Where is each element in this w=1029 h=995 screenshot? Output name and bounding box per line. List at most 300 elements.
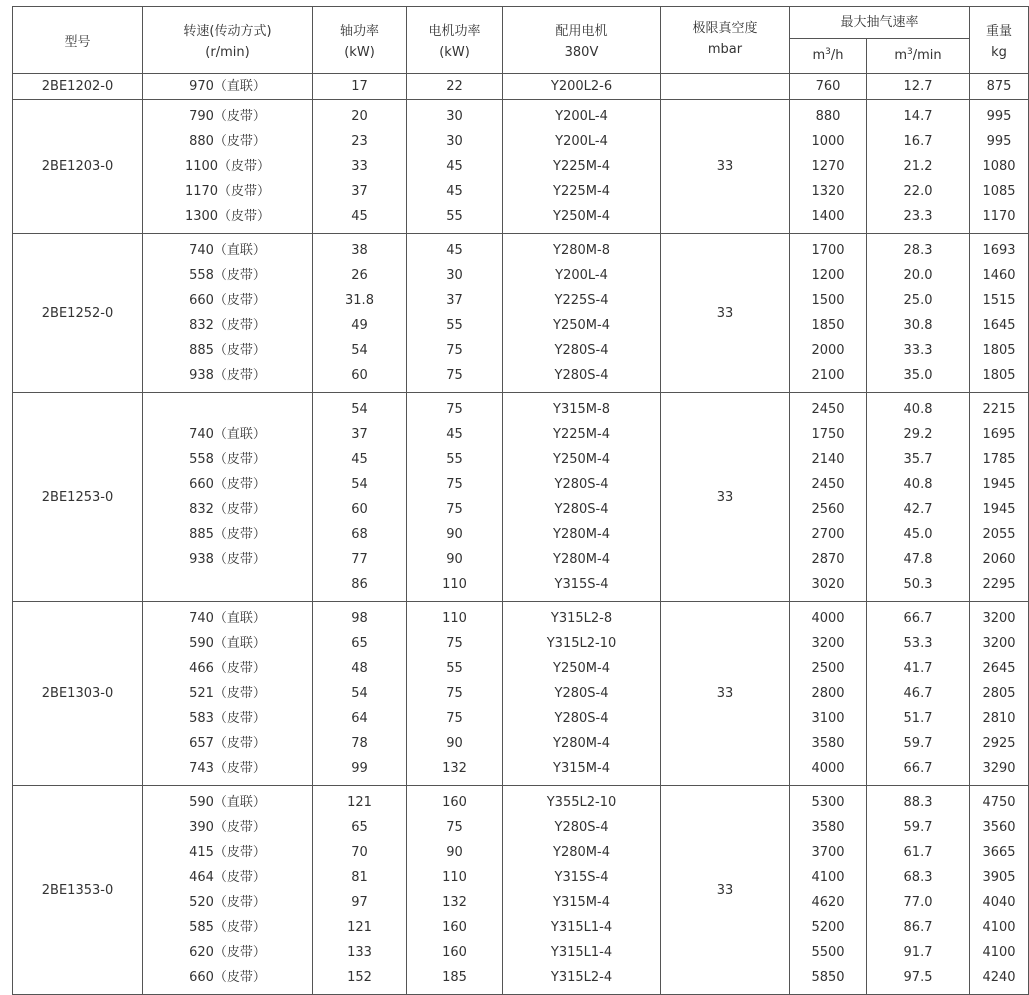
speed-cell: 590（直联） (143, 631, 313, 656)
weight-cell: 1693 (970, 234, 1029, 264)
rate-m3min-cell: 53.3 (867, 631, 970, 656)
vacuum-cell: 33 (661, 234, 790, 393)
rate-m3min-cell: 42.7 (867, 497, 970, 522)
shaft-power-cell: 45 (313, 447, 407, 472)
weight-cell: 4100 (970, 940, 1029, 965)
table-row (13, 547, 1029, 572)
shaft-power-cell: 54 (313, 338, 407, 363)
rate-m3min-cell: 88.3 (867, 786, 970, 816)
table-row (13, 363, 1029, 393)
motor-model-cell: Y315S-4 (503, 572, 661, 602)
motor-power-cell: 75 (407, 497, 503, 522)
rate-m3h-cell: 2800 (790, 681, 867, 706)
rate-m3h-cell: 4000 (790, 602, 867, 632)
rate-m3h-cell: 2000 (790, 338, 867, 363)
weight-cell: 2060 (970, 547, 1029, 572)
header-vacuum-unit: mbar (707, 42, 743, 57)
motor-power-cell: 110 (407, 865, 503, 890)
rate-m3h-cell: 1750 (790, 422, 867, 447)
motor-power-cell: 90 (407, 840, 503, 865)
motor-model-cell: Y250M-4 (503, 447, 661, 472)
motor-model-cell: Y250M-4 (503, 656, 661, 681)
header-vacuum (661, 7, 790, 74)
table-row (13, 204, 1029, 234)
shaft-power-cell: 37 (313, 179, 407, 204)
shaft-power-cell: 97 (313, 890, 407, 915)
table-row (13, 313, 1029, 338)
weight-cell: 1645 (970, 313, 1029, 338)
weight-cell: 2925 (970, 731, 1029, 756)
rate-m3min-cell: 22.0 (867, 179, 970, 204)
motor-model-cell: Y225S-4 (503, 288, 661, 313)
rate-m3h-cell: 1700 (790, 234, 867, 264)
speed-cell: 660（皮带） (143, 965, 313, 995)
rate-m3h-cell: 5500 (790, 940, 867, 965)
weight-cell: 2810 (970, 706, 1029, 731)
rate-m3h-cell: 2450 (790, 393, 867, 423)
motor-model-cell: Y315M-4 (503, 890, 661, 915)
table-row (13, 338, 1029, 363)
table-row (13, 100, 1029, 130)
shaft-power-cell: 152 (313, 965, 407, 995)
table-row (13, 129, 1029, 154)
rate-m3min-cell: 46.7 (867, 681, 970, 706)
vacuum-cell: 33 (661, 602, 790, 786)
motor-model-cell: Y315L2-4 (503, 965, 661, 995)
motor-model-cell: Y315M-4 (503, 756, 661, 786)
motor-model-cell: Y200L2-6 (503, 74, 661, 100)
table-row (13, 706, 1029, 731)
speed-cell: 660（皮带） (143, 472, 313, 497)
rate-m3min-cell: 16.7 (867, 129, 970, 154)
shaft-power-cell: 45 (313, 204, 407, 234)
motor-power-cell: 160 (407, 940, 503, 965)
rate-m3min-cell: 40.8 (867, 393, 970, 423)
motor-power-cell: 132 (407, 756, 503, 786)
rate-m3h-cell: 1500 (790, 288, 867, 313)
weight-cell: 4240 (970, 965, 1029, 995)
weight-cell: 1785 (970, 447, 1029, 472)
weight-cell: 2215 (970, 393, 1029, 423)
motor-power-cell: 75 (407, 363, 503, 393)
motor-model-cell: Y280S-4 (503, 706, 661, 731)
table-row (13, 681, 1029, 706)
weight-cell: 995 (970, 100, 1029, 130)
motor-model-cell: Y280M-8 (503, 234, 661, 264)
table-row (13, 631, 1029, 656)
rate-m3min-cell: 66.7 (867, 756, 970, 786)
motor-power-cell: 75 (407, 338, 503, 363)
speed-cell: 466（皮带） (143, 656, 313, 681)
motor-model-cell: Y315L1-4 (503, 915, 661, 940)
rate-m3min-cell: 66.7 (867, 602, 970, 632)
superscript-3: 3 (825, 46, 831, 57)
motor-model-cell: Y315S-4 (503, 865, 661, 890)
header-speed-unit: (r/min) (205, 45, 250, 60)
speed-cell: 558（皮带） (143, 263, 313, 288)
motor-model-cell: Y225M-4 (503, 179, 661, 204)
header-motor (503, 7, 661, 74)
weight-cell: 1170 (970, 204, 1029, 234)
table-row (13, 940, 1029, 965)
speed-cell: 885（皮带） (143, 522, 313, 547)
motor-power-cell: 90 (407, 522, 503, 547)
shaft-power-cell: 54 (313, 393, 407, 423)
shaft-power-cell: 49 (313, 313, 407, 338)
weight-cell: 1695 (970, 422, 1029, 447)
weight-cell: 875 (970, 74, 1029, 100)
speed-cell: 657（皮带） (143, 731, 313, 756)
shaft-power-cell: 121 (313, 786, 407, 816)
motor-power-cell: 30 (407, 100, 503, 130)
header-motor-power (407, 7, 503, 74)
rate-m3min-cell: 51.7 (867, 706, 970, 731)
rate-m3min-cell: 59.7 (867, 731, 970, 756)
speed-cell (143, 572, 313, 602)
speed-cell: 415（皮带） (143, 840, 313, 865)
header-motor-voltage: 380V (564, 45, 599, 60)
speed-cell: 740（直联） (143, 234, 313, 264)
rate-m3min-cell: 45.0 (867, 522, 970, 547)
header-motor-power-label: 电机功率 (428, 24, 481, 39)
speed-cell: 1100（皮带） (143, 154, 313, 179)
motor-model-cell: Y250M-4 (503, 313, 661, 338)
motor-power-cell: 90 (407, 731, 503, 756)
table-row (13, 263, 1029, 288)
rate-m3min-cell: 47.8 (867, 547, 970, 572)
weight-cell: 2645 (970, 656, 1029, 681)
speed-cell: 620（皮带） (143, 940, 313, 965)
shaft-power-cell: 121 (313, 915, 407, 940)
motor-model-cell: Y280M-4 (503, 731, 661, 756)
shaft-power-cell: 23 (313, 129, 407, 154)
rate-m3h-cell: 3580 (790, 731, 867, 756)
weight-cell: 3200 (970, 631, 1029, 656)
weight-cell: 3905 (970, 865, 1029, 890)
motor-model-cell: Y200L-4 (503, 129, 661, 154)
table-row (13, 74, 1029, 100)
motor-power-cell: 75 (407, 681, 503, 706)
shaft-power-cell: 54 (313, 681, 407, 706)
weight-cell: 3200 (970, 602, 1029, 632)
table-row (13, 731, 1029, 756)
rate-m3min-cell: 97.5 (867, 965, 970, 995)
model-cell: 2BE1303-0 (13, 602, 143, 786)
motor-power-cell: 55 (407, 447, 503, 472)
header-speed-label: 转速(传动方式) (183, 24, 272, 39)
header-speed (143, 7, 313, 74)
weight-cell: 3560 (970, 815, 1029, 840)
speed-cell: 832（皮带） (143, 313, 313, 338)
shaft-power-cell: 98 (313, 602, 407, 632)
motor-power-cell: 30 (407, 129, 503, 154)
motor-power-cell: 45 (407, 422, 503, 447)
rate-m3h-cell: 2100 (790, 363, 867, 393)
motor-model-cell: Y225M-4 (503, 422, 661, 447)
weight-cell: 4750 (970, 786, 1029, 816)
speed-cell: 938（皮带） (143, 547, 313, 572)
header-rate-m3min: $m^3/\min$ (867, 38, 970, 73)
speed-cell: 520（皮带） (143, 890, 313, 915)
weight-cell: 2055 (970, 522, 1029, 547)
rate-m3min-cell: 28.3 (867, 234, 970, 264)
rate-m3h-cell: 5300 (790, 786, 867, 816)
rate-m3h-cell: 3200 (790, 631, 867, 656)
weight-cell: 3290 (970, 756, 1029, 786)
rate-m3h-cell: 2560 (790, 497, 867, 522)
table-row (13, 288, 1029, 313)
rate-m3h-cell: 2870 (790, 547, 867, 572)
rate-m3h-cell: 2500 (790, 656, 867, 681)
motor-power-cell: 55 (407, 204, 503, 234)
weight-cell: 1805 (970, 363, 1029, 393)
table-row (13, 522, 1029, 547)
rate-m3h-cell: 5200 (790, 915, 867, 940)
table-row (13, 179, 1029, 204)
speed-cell: 740（直联） (143, 422, 313, 447)
speed-cell: 743（皮带） (143, 756, 313, 786)
rate-m3min-cell: 68.3 (867, 865, 970, 890)
shaft-power-cell: 17 (313, 74, 407, 100)
motor-power-cell: 30 (407, 263, 503, 288)
speed-cell: 938（皮带） (143, 363, 313, 393)
table-row (13, 393, 1029, 423)
rate-m3min-cell: 77.0 (867, 890, 970, 915)
table-row (13, 865, 1029, 890)
speed-cell: 1170（皮带） (143, 179, 313, 204)
speed-cell: 390（皮带） (143, 815, 313, 840)
weight-cell: 2805 (970, 681, 1029, 706)
table-row (13, 915, 1029, 940)
shaft-power-cell: 68 (313, 522, 407, 547)
weight-cell: 1515 (970, 288, 1029, 313)
model-cell: 2BE1202-0 (13, 74, 143, 100)
rate-m3min-cell: 12.7 (867, 74, 970, 100)
rate-m3h-cell: 3020 (790, 572, 867, 602)
header-weight-label: 重量 (986, 24, 1013, 39)
rate-m3h-cell: 4620 (790, 890, 867, 915)
model-cell: 2BE1353-0 (13, 786, 143, 995)
rate-m3min-cell: 86.7 (867, 915, 970, 940)
table-row (13, 656, 1029, 681)
motor-power-cell: 55 (407, 313, 503, 338)
motor-model-cell: Y225M-4 (503, 154, 661, 179)
shaft-power-cell: 86 (313, 572, 407, 602)
table-row (13, 472, 1029, 497)
weight-cell: 2295 (970, 572, 1029, 602)
speed-cell: 1300（皮带） (143, 204, 313, 234)
weight-cell: 1460 (970, 263, 1029, 288)
motor-power-cell: 110 (407, 572, 503, 602)
model-cell: 2BE1253-0 (13, 393, 143, 602)
superscript-3: 3 (907, 46, 913, 57)
rate-m3h-cell: 2140 (790, 447, 867, 472)
table-row (13, 840, 1029, 865)
speed-cell: 521（皮带） (143, 681, 313, 706)
motor-model-cell: Y280M-4 (503, 547, 661, 572)
rate-m3min-cell: 41.7 (867, 656, 970, 681)
weight-cell: 1945 (970, 472, 1029, 497)
header-rate-m3h: $m^3/h$ (790, 38, 867, 73)
motor-power-cell: 160 (407, 786, 503, 816)
speed-cell: 585（皮带） (143, 915, 313, 940)
motor-model-cell: Y280S-4 (503, 497, 661, 522)
shaft-power-cell: 33 (313, 154, 407, 179)
speed-cell: 790（皮带） (143, 100, 313, 130)
weight-cell: 4040 (970, 890, 1029, 915)
weight-cell: 1085 (970, 179, 1029, 204)
motor-power-cell: 22 (407, 74, 503, 100)
shaft-power-cell: 81 (313, 865, 407, 890)
table-header (13, 7, 1029, 74)
rate-m3h-cell: 3700 (790, 840, 867, 865)
motor-model-cell: Y280M-4 (503, 522, 661, 547)
rate-m3min-cell: 20.0 (867, 263, 970, 288)
shaft-power-cell: 26 (313, 263, 407, 288)
motor-model-cell: Y315M-8 (503, 393, 661, 423)
table-row (13, 447, 1029, 472)
shaft-power-cell: 20 (313, 100, 407, 130)
speed-cell: 464（皮带） (143, 865, 313, 890)
header-motor-power-unit: (kW) (439, 45, 470, 60)
motor-model-cell: Y200L-4 (503, 263, 661, 288)
speed-cell (143, 393, 313, 423)
table-row (13, 422, 1029, 447)
speed-cell: 590（直联） (143, 786, 313, 816)
speed-cell: 970（直联） (143, 74, 313, 100)
rate-m3h-cell: 2450 (790, 472, 867, 497)
motor-model-cell: Y250M-4 (503, 204, 661, 234)
shaft-power-cell: 54 (313, 472, 407, 497)
table-body (13, 74, 1029, 995)
shaft-power-cell: 60 (313, 363, 407, 393)
rate-m3h-cell: 1270 (790, 154, 867, 179)
motor-model-cell: Y355L2-10 (503, 786, 661, 816)
table-row (13, 815, 1029, 840)
rate-m3min-cell: 25.0 (867, 288, 970, 313)
shaft-power-cell: 133 (313, 940, 407, 965)
motor-power-cell: 75 (407, 472, 503, 497)
motor-power-cell: 45 (407, 234, 503, 264)
shaft-power-cell: 99 (313, 756, 407, 786)
model-cell: 2BE1203-0 (13, 100, 143, 234)
model-cell: 2BE1252-0 (13, 234, 143, 393)
motor-model-cell: Y280S-4 (503, 815, 661, 840)
shaft-power-cell: 38 (313, 234, 407, 264)
motor-power-cell: 45 (407, 179, 503, 204)
rate-m3h-cell: 4000 (790, 756, 867, 786)
motor-power-cell: 75 (407, 631, 503, 656)
rate-m3h-cell: 2700 (790, 522, 867, 547)
header-motor-label: 配用电机 (555, 24, 608, 39)
motor-power-cell: 75 (407, 706, 503, 731)
table-row (13, 572, 1029, 602)
header-shaft-power-unit: (kW) (344, 45, 375, 60)
rate-m3h-cell: 3100 (790, 706, 867, 731)
speed-cell: 885（皮带） (143, 338, 313, 363)
table-row (13, 965, 1029, 995)
table-row (13, 497, 1029, 522)
rate-m3h-cell: 760 (790, 74, 867, 100)
rate-m3min-cell: 40.8 (867, 472, 970, 497)
header-vacuum-label: 极限真空度 (692, 21, 758, 36)
table-row (13, 234, 1029, 264)
motor-model-cell: Y200L-4 (503, 100, 661, 130)
header-model: 型号 (13, 7, 143, 74)
rate-m3min-cell: 59.7 (867, 815, 970, 840)
rate-m3min-cell: 50.3 (867, 572, 970, 602)
spec-table (12, 6, 1029, 995)
speed-cell: 740（直联） (143, 602, 313, 632)
shaft-power-cell: 70 (313, 840, 407, 865)
shaft-power-cell: 31.8 (313, 288, 407, 313)
rate-m3h-cell: 880 (790, 100, 867, 130)
motor-power-cell: 45 (407, 154, 503, 179)
rate-m3h-cell: 1200 (790, 263, 867, 288)
motor-power-cell: 185 (407, 965, 503, 995)
motor-model-cell: Y315L2-8 (503, 602, 661, 632)
weight-cell: 1080 (970, 154, 1029, 179)
motor-model-cell: Y280S-4 (503, 681, 661, 706)
motor-power-cell: 37 (407, 288, 503, 313)
table-row (13, 890, 1029, 915)
weight-cell: 1805 (970, 338, 1029, 363)
motor-model-cell: Y280S-4 (503, 338, 661, 363)
table-row (13, 602, 1029, 632)
shaft-power-cell: 65 (313, 815, 407, 840)
weight-cell: 1945 (970, 497, 1029, 522)
motor-model-cell: Y315L2-10 (503, 631, 661, 656)
rate-m3min-cell: 91.7 (867, 940, 970, 965)
motor-model-cell: Y280S-4 (503, 363, 661, 393)
vacuum-cell (661, 74, 790, 100)
motor-power-cell: 75 (407, 393, 503, 423)
table-row (13, 786, 1029, 816)
motor-power-cell: 90 (407, 547, 503, 572)
rate-m3h-cell: 1000 (790, 129, 867, 154)
rate-m3min-cell: 23.3 (867, 204, 970, 234)
motor-model-cell: Y315L1-4 (503, 940, 661, 965)
rate-m3h-cell: 1400 (790, 204, 867, 234)
speed-cell: 660（皮带） (143, 288, 313, 313)
rate-m3min-cell: 61.7 (867, 840, 970, 865)
weight-cell: 4100 (970, 915, 1029, 940)
table-row (13, 154, 1029, 179)
rate-m3h-cell: 1850 (790, 313, 867, 338)
shaft-power-cell: 37 (313, 422, 407, 447)
weight-cell: 3665 (970, 840, 1029, 865)
speed-cell: 583（皮带） (143, 706, 313, 731)
shaft-power-cell: 60 (313, 497, 407, 522)
header-max-rate: 最大抽气速率 (790, 7, 970, 39)
motor-model-cell: Y280M-4 (503, 840, 661, 865)
motor-power-cell: 160 (407, 915, 503, 940)
motor-power-cell: 75 (407, 815, 503, 840)
table-row (13, 756, 1029, 786)
rate-m3min-cell: 14.7 (867, 100, 970, 130)
shaft-power-cell: 64 (313, 706, 407, 731)
motor-power-cell: 132 (407, 890, 503, 915)
header-weight-unit: kg (991, 45, 1007, 60)
header-shaft-power-label: 轴功率 (339, 24, 379, 39)
shaft-power-cell: 78 (313, 731, 407, 756)
motor-power-cell: 110 (407, 602, 503, 632)
shaft-power-cell: 65 (313, 631, 407, 656)
vacuum-cell: 33 (661, 786, 790, 995)
rate-m3min-cell: 29.2 (867, 422, 970, 447)
vacuum-cell: 33 (661, 393, 790, 602)
weight-cell: 995 (970, 129, 1029, 154)
